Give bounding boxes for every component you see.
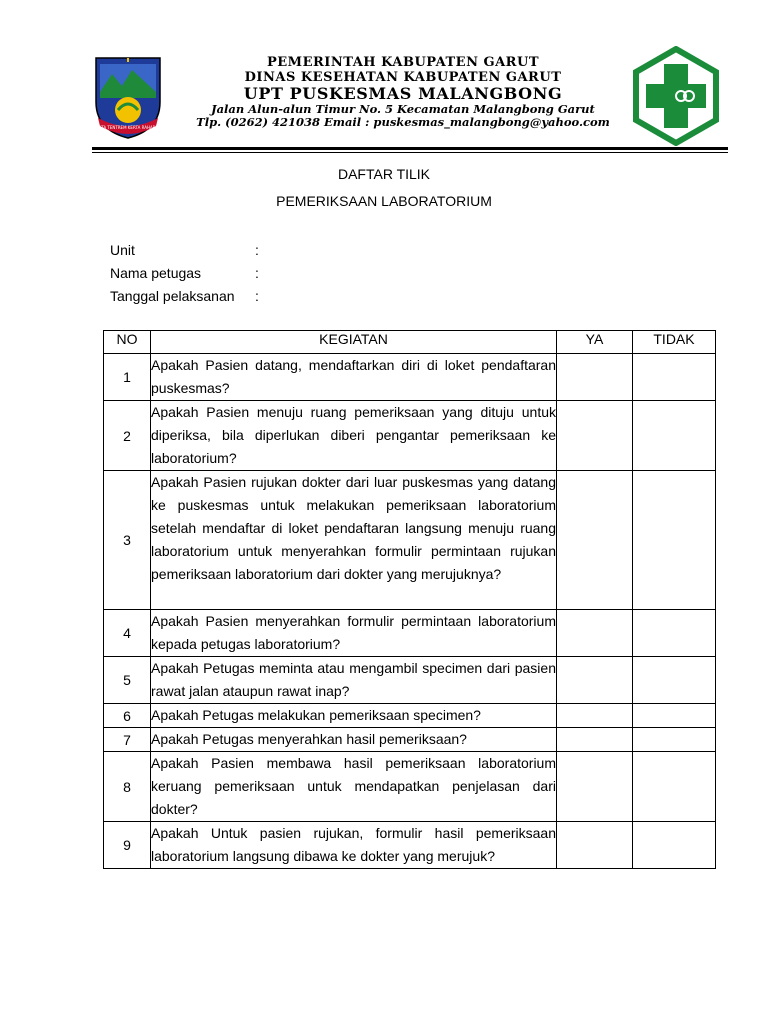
field-nama-petugas [110,265,265,288]
field-colon: : [255,242,259,258]
row-number: 4 [104,610,151,657]
contact-info: Tlp. (0262) 421038 Email : puskesmas_malangbong@yahoo.com [196,114,610,129]
table-row [104,822,716,869]
field-tanggal [110,288,265,311]
letterhead-rule-thin [92,152,728,153]
row-activity: Apakah Untuk pasien rujukan, formulir hasil pemeriksaan laboratorium langsung dibawa ke dokter yang merujuk? [151,822,557,869]
header-ya: YA [557,331,633,354]
tidak-checkbox-cell[interactable] [633,657,716,704]
row-activity: Apakah Petugas melakukan pemeriksaan specimen? [151,704,557,728]
ya-checkbox-cell[interactable] [557,657,633,704]
tidak-checkbox-cell[interactable] [633,728,716,752]
header-tidak: TIDAK [633,331,716,354]
row-activity: Apakah Petugas meminta atau mengambil specimen dari pasien rawat jalan ataupun rawat inap? [151,657,557,704]
row-number: 7 [104,728,151,752]
table-row [104,354,716,401]
row-number: 6 [104,704,151,728]
field-label: Tanggal pelaksanan [110,288,235,304]
row-number: 3 [104,471,151,610]
header-kegiatan: KEGIATAN [151,331,557,354]
tidak-checkbox-cell[interactable] [633,354,716,401]
puskesmas-logo [632,46,720,146]
letterhead [0,0,768,160]
tidak-checkbox-cell[interactable] [633,401,716,471]
form-fields [110,242,265,311]
table-row [104,401,716,471]
table-row [104,657,716,704]
row-number: 1 [104,354,151,401]
header-no: NO [104,331,151,354]
ya-checkbox-cell[interactable] [557,728,633,752]
tidak-checkbox-cell[interactable] [633,610,716,657]
table-header-row [104,331,716,354]
doc-subtitle: PEMERIKSAAN LABORATORIUM [276,193,492,209]
ya-checkbox-cell[interactable] [557,610,633,657]
row-number: 9 [104,822,151,869]
table-row [104,610,716,657]
tidak-checkbox-cell[interactable] [633,822,716,869]
row-number: 5 [104,657,151,704]
gov-name: PEMERINTAH KABUPATEN GARUT [267,55,539,70]
ya-checkbox-cell[interactable] [557,752,633,822]
field-label: Unit [110,242,135,258]
dept-name: DINAS KESEHATAN KABUPATEN GARUT [244,69,562,85]
row-activity: Apakah Pasien menuju ruang pemeriksaan yang dituju untuk diperiksa, bila diperlukan diberi pengantar pemeriksaan ke laboratorium? [151,401,557,471]
row-number: 2 [104,401,151,471]
field-label: Nama petugas [110,265,202,281]
tidak-checkbox-cell[interactable] [633,752,716,822]
emblem-motto: TATA TENTREM KERTA RAHARJA [96,125,160,130]
table-row [104,752,716,822]
doc-title: DAFTAR TILIK [337,166,431,182]
row-activity: Apakah Pasien datang, mendaftarkan diri di loket pendaftaran puskesmas? [151,354,557,401]
row-activity: Apakah Pasien menyerahkan formulir permintaan laboratorium kepada petugas laboratorium? [151,610,557,657]
letterhead-rule-thick [92,147,728,150]
checklist-table [103,330,716,869]
row-number: 8 [104,752,151,822]
ya-checkbox-cell[interactable] [557,704,633,728]
field-colon: : [255,288,259,304]
tidak-checkbox-cell[interactable] [633,704,716,728]
row-activity: Apakah Pasien rujukan dokter dari luar puskesmas yang datang ke puskesmas untuk melakukan pemeriksaan laboratorium setelah mendaftar di loket pendaftaran langsung menuju ruang laboratorium untuk menyerahkan formulir permintaan rujukan pemeriksaan laboratorium dari dokter yang merujuknya? [151,471,557,610]
garut-emblem-logo [92,52,164,140]
field-unit [110,242,265,265]
address: Jalan Alun-alun Timur No. 5 Kecamatan Malangbong Garut [211,102,595,116]
ya-checkbox-cell[interactable] [557,471,633,610]
table-row [104,704,716,728]
table-row [104,728,716,752]
ya-checkbox-cell[interactable] [557,401,633,471]
field-colon: : [255,265,259,281]
row-activity: Apakah Petugas menyerahkan hasil pemeriksaan? [151,728,557,752]
ya-checkbox-cell[interactable] [557,822,633,869]
tidak-checkbox-cell[interactable] [633,471,716,610]
table-row [104,471,716,610]
org-name: UPT PUSKESMAS MALANGBONG [243,84,563,104]
row-activity: Apakah Pasien membawa hasil pemeriksaan laboratorium keruang pemeriksaan untuk mendapatkan penjelasan dari dokter? [151,752,557,822]
letterhead-text [170,56,636,129]
ya-checkbox-cell[interactable] [557,354,633,401]
